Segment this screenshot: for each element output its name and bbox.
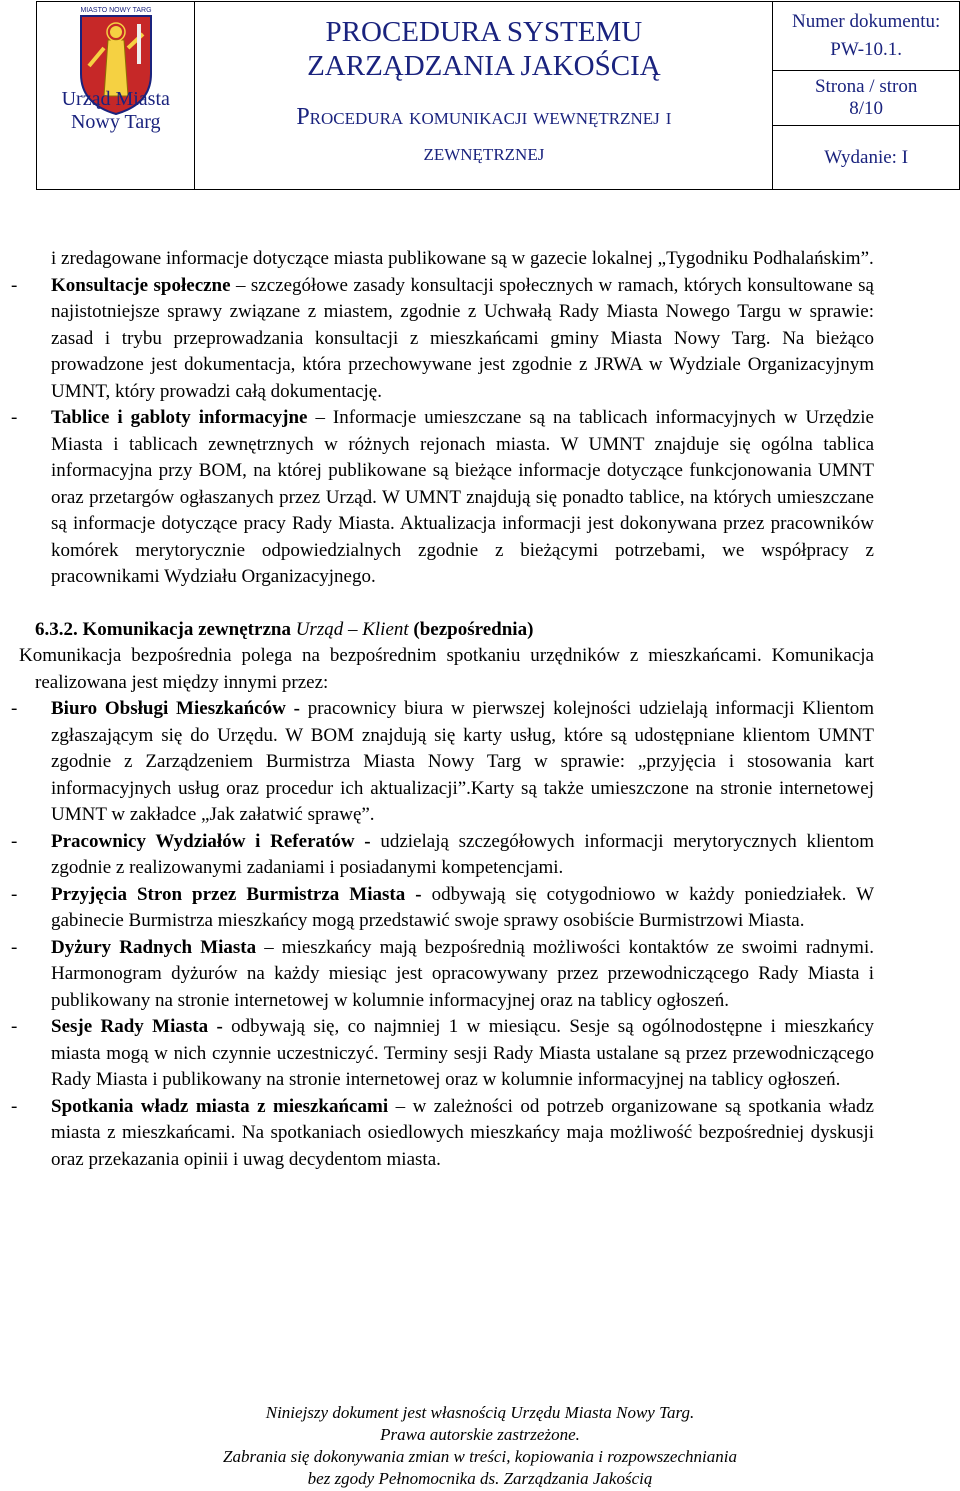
list-item: - Dyżury Radnych Miasta – mieszkańcy mają bezpośrednią możliwości kontaktów ze swoimi radnymi. Harmonogram dyżurów na każdy miesiąc jest opracowywany przez przewodniczącego Rady Miasta i publikowany na stronie internetowej w kolumnie informacyjnej oraz na tablicy ogłoszeń. — [11, 936, 874, 1011]
doc-number-cell — [773, 2, 960, 71]
city-name-line2: Nowy Targ — [70, 111, 161, 133]
footer-line: Prawa autorskie zastrzeżone. — [380, 1425, 580, 1444]
list-item-text: pracownicy biura w pierwszej kolejności udzielają informacji Klientom zgłaszającym się do Urzędu. W BOM znajdują się karty usług, które są udostępniane klientom UMNT zgodnie z Zarządzeniem Burmistrza Miasta Nowy Targ w sprawie: „przyjęcia i stosowania kart informacyjnych usług oraz procedur ich aktualizacji”.Karty są także umieszczone na stronie internetowej UMNT w zakładce „Jak załatwić sprawę”. — [51, 698, 875, 825]
intro-paragraph: i zredagowane informacje dotyczące miasta publikowane są w gazecie lokalnej „Tygodniku Podhalańskim”. — [51, 248, 874, 269]
doc-number: PW-10.1. — [830, 39, 903, 60]
logo-cell — [37, 2, 195, 190]
list-item-text: – szczegółowe zasady konsultacji społecznych w ramach, których konsultowane są najistotniejsze sprawy związane z miastem, zgodnie z Uchwałą Rady Miasta Nowego Targu w sprawie: zasad i trybu przeprowadzania konsultacji z mieszkańcami gminy Miasta Nowy Targ. Na bieżąco prowadzone jest dokumentacja, która przechowywane jest zgodnie z JRWA w Wydziale Organizacyjnym UMNT, który prowadzi całą dokumentację. — [51, 274, 874, 402]
city-name-line1: Urząd Miasta — [61, 88, 170, 110]
list-item-text: odbywają się cotygodniowo w każdy poniedziałek. W gabinecie Burmistrza mieszkańcy mogą przedstawić swoje sprawy osobiście Burmistrzowi Miasta. — [51, 883, 875, 931]
list-item-title: Przyjęcia Stron przez Burmistrza Miasta - — [51, 883, 422, 905]
list-item-title: Biuro Obsługi Mieszkańców - — [51, 698, 300, 719]
footer-line: Niniejszy dokument jest własnością Urzędu Miasta Nowy Targ. — [265, 1403, 695, 1422]
list-item-text: – Informacje umieszczane są na tablicach informacyjnych w Urzędzie Miasta i tablicach zewnętrznych w różnych rejonach miasta. W UMNT znajduje się ogólna tablica informacyjna przy BOM, na której publikowane są bieżące informacje dotyczące funkcjonowania UMNT oraz przetargów ogłaszanych przez Urząd. W UMNT znajdują się ponadto tablice, na których umieszczane są informacje dotyczące pracy Rady Miasta. Aktualizacja informacji jest dokonywana przez pracowników komórek merytorycznie odpowiedzialnych zgodnie z bieżącymi potrzebami, we współpracy z pracownikami Wydziału Organizacyjnego. — [51, 407, 874, 587]
document-footer — [0, 1402, 960, 1490]
footer-line: bez zgody Pełnomocnika ds. Zarządzania Jakością — [307, 1469, 653, 1488]
list-item-title: Pracownicy Wydziałów i Referatów - — [51, 830, 371, 852]
page-label: Strona / stron — [814, 76, 918, 97]
list-item-title: Sesje Rady Miasta - — [51, 1016, 223, 1037]
list-item-text: udzielają szczegółowych informacji merytorycznych klientom zgodnie z realizowanymi zadaniami i posiadanymi kompetencjami. — [51, 830, 874, 878]
document-header — [36, 1, 960, 190]
city-name — [37, 88, 194, 134]
section-heading: 6.3.2. Komunikacja zewnętrzna Urząd – Klient (bezpośrednia) — [35, 618, 534, 640]
section-intro: Komunikacja bezpośrednia polega na bezpośrednim spotkaniu urzędników z mieszkańcami. Komunikacja realizowana jest między innymi przez: — [19, 645, 874, 693]
list-item: - Biuro Obsługi Mieszkańców - pracownicy biura w pierwszej kolejności udzielają informacji Klientom zgłaszającym się do Urzędu. W BOM znajdują się karty usług, które są udostępniane klientom UMNT zgodnie z Zarządzeniem Burmistrza Miasta Nowy Targ w sprawie: „przyjęcia i stosowania kart informacyjnych usług oraz procedur ich aktualizacji”.Karty są także umieszczone na stronie internetowej UMNT w zakładce „Jak załatwić sprawę”. — [11, 698, 875, 825]
page-value: 8/10 — [849, 98, 884, 119]
svg-text:MIASTO NOWY TARG: MIASTO NOWY TARG — [80, 7, 152, 14]
edition-cell — [773, 126, 960, 190]
list-item-title: Dyżury Radnych Miasta — [51, 936, 257, 958]
list-item: - Konsultacje społeczne – szczegółowe zasady konsultacji społecznych w ramach, których konsultowane są najistotniejsze sprawy związane z miastem, zgodnie z Uchwałą Rady Miasta Nowego Targu w sprawie: zasad i trybu przeprowadzania konsultacji z mieszkańcami gminy Miasta Nowy Targ. Na bieżąco prowadzone jest dokumentacja, która przechowywane jest zgodnie z JRWA w Wydziale Organizacyjnym UMNT, który prowadzi całą dokumentację. — [11, 274, 874, 402]
list-item-title: Spotkania władz miasta z mieszkańcami — [51, 1095, 389, 1117]
list-item: - Spotkania władz miasta z mieszkańcami – w zależności od potrzeb organizowane są spotkania władz miasta z mieszkańcami. Na spotkaniach osiedlowych mieszkańcy maja możliwość bezpośredniej dyskusji oraz przekazania opinii i uwag decydentom miasta. — [11, 1095, 874, 1170]
list-item-title: Konsultacje społeczne — [51, 274, 231, 296]
document-body — [11, 246, 875, 1173]
list-item: - Pracownicy Wydziałów i Referatów - udzielają szczegółowych informacji merytorycznych klientom zgodnie z realizowanymi zadaniami i posiadanymi kompetencjami. — [11, 830, 874, 878]
footer-line: Zabrania się dokonywania zmian w treści, kopiowania i rozpowszechniania — [223, 1447, 737, 1466]
procedure-subtitle: Procedura komunikacji wewnętrznej i zewnętrznej — [296, 103, 672, 166]
list-item-text: odbywają się, co najmniej 1 w miesiącu. Sesje są ogólnodostępne i mieszkańcy miasta mogą w nich czynnie uczestniczyć. Terminy sesji Rady Miasta ustalane są przez przewodniczącego Rady Miasta i publikowany na stronie internetowej oraz w kolumnie informacyjnej na tablicy ogłoszeń. — [51, 1016, 874, 1090]
list-item: - Przyjęcia Stron przez Burmistrza Miasta - odbywają się cotygodniowo w każdy poniedziałek. W gabinecie Burmistrza mieszkańcy mogą przedstawić swoje sprawy osobiście Burmistrzowi Miasta. — [11, 883, 875, 931]
page-cell — [773, 71, 960, 126]
list-item: - Tablice i gabloty informacyjne – Informacje umieszczane są na tablicach informacyjnych w Urzędzie Miasta i tablicach zewnętrznych w różnych rejonach miasta. W UMNT znajduje się ogólna tablica informacyjna przy BOM, na której publikowane są bieżące informacje dotyczące funkcjonowania UMNT oraz przetargów ogłaszanych przez Urząd. W UMNT znajdują się ponadto tablice, na których umieszczane są informacje dotyczące pracy Rady Miasta. Aktualizacja informacji jest dokonywana przez pracowników komórek merytorycznie odpowiedzialnych zgodnie z bieżącymi potrzebami, we współpracy z pracownikami Wydziału Organizacyjnego. — [11, 407, 874, 587]
list-item-text: – mieszkańcy mają bezpośrednią możliwości kontaktów ze swoimi radnymi. Harmonogram dyżurów na każdy miesiąc jest opracowywany przez przewodniczącego Rady Miasta i publikowany na stronie internetowej w kolumnie informacyjnej oraz na tablicy ogłoszeń. — [51, 936, 874, 1011]
procedure-title: PROCEDURA SYSTEMU ZARZĄDZANIA JAKOŚCIĄ — [307, 15, 661, 82]
list-item-text: – w zależności od potrzeb organizowane są spotkania władz miasta z mieszkańcami. Na spotkaniach osiedlowych mieszkańcy maja możliwość bezpośredniej dyskusji oraz przekazania opinii i uwag decydentom miasta. — [51, 1095, 874, 1170]
list-item-title: Tablice i gabloty informacyjne — [51, 407, 308, 428]
list-item: - Sesje Rady Miasta - odbywają się, co najmniej 1 w miesiącu. Sesje są ogólnodostępne i mieszkańcy miasta mogą w nich czynnie uczestniczyć. Terminy sesji Rady Miasta ustalane są przez przewodniczącego Rady Miasta i publikowany na stronie internetowej oraz w kolumnie informacyjnej na tablicy ogłoszeń. — [11, 1016, 874, 1090]
edition: Wydanie: I — [824, 146, 909, 168]
doc-number-label: Numer dokumentu: — [792, 11, 941, 32]
title-cell — [195, 2, 773, 190]
